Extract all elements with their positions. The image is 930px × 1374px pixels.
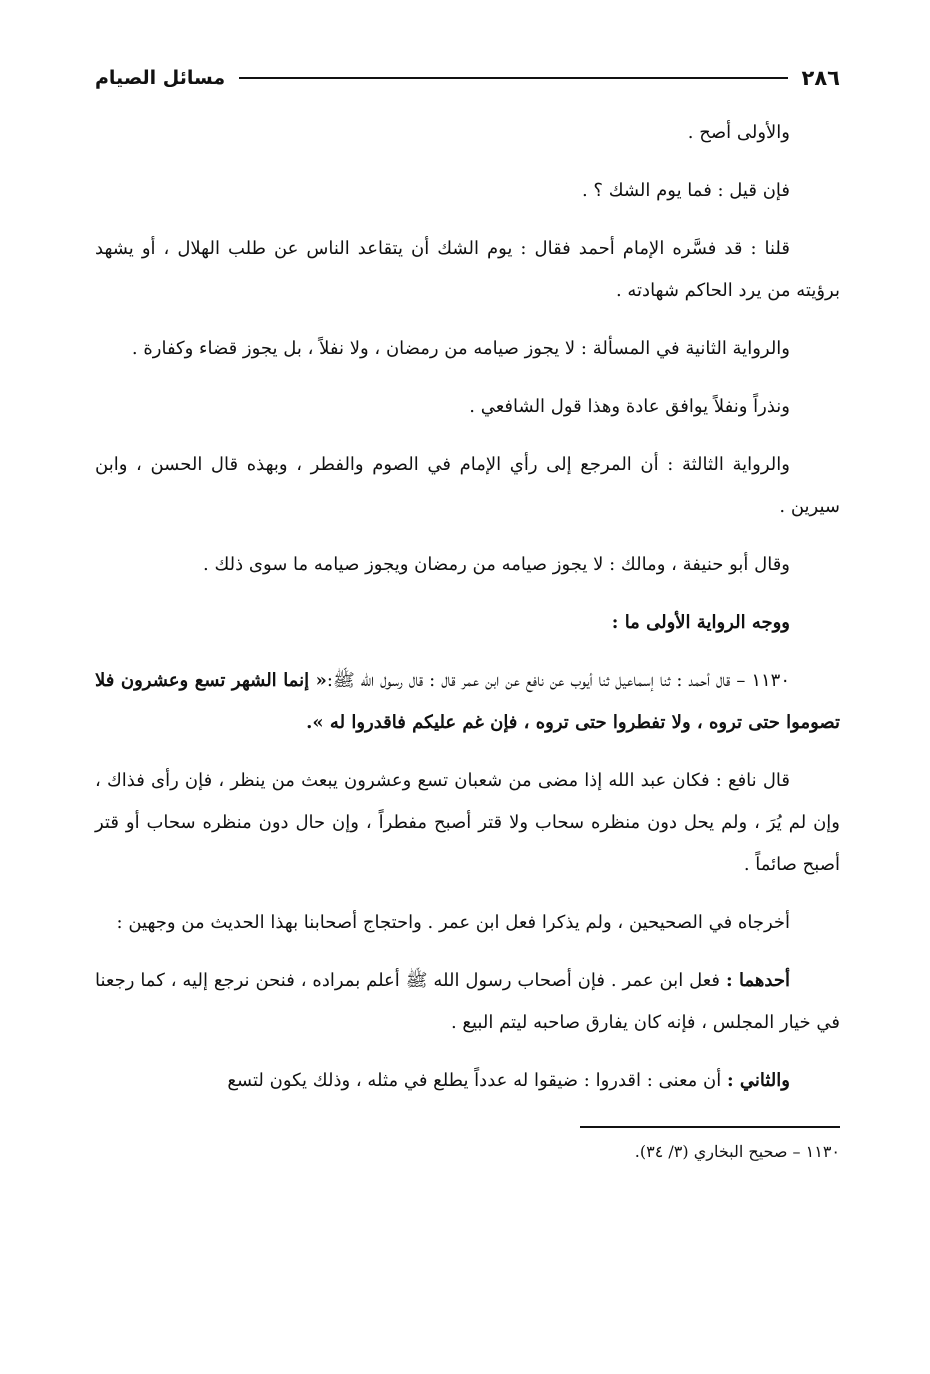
- paragraph: والرواية الثالثة : أن المرجع إلى رأي الإمام في الصوم والفطر ، وبهذه قال الحسن ، وابن سيرين .: [95, 454, 840, 517]
- book-page: [95, 60, 840, 1166]
- page-number: ٢٨٦: [801, 66, 840, 90]
- paragraph: [95, 960, 840, 1044]
- paragraph: فإن قيل : فما يوم الشك ؟ .: [581, 180, 790, 201]
- running-header: [95, 60, 840, 96]
- footnote: ١١٣٠ – صحيح البخاري (٣/ ٣٤).: [634, 1142, 840, 1161]
- paragraph: ونذراً ونفلاً يوافق عادة وهذا قول الشافعي .: [469, 396, 790, 417]
- paragraph: قال نافع : فكان عبد الله إذا مضى من شعبان تسع وعشرون يبعث من ينظر ، فإن رأى فذاك ، وإن لم يُرَ ، ولم يحل دون منظره سحاب ولا قتر أصبح مفطراً ، وإن حال دون منظره سحاب أو قتر أصبح صائماً .: [95, 770, 840, 875]
- paragraph-lead: أحدهما :: [725, 970, 790, 991]
- paragraph: والأولى أصح .: [687, 122, 790, 143]
- body-text: [95, 112, 840, 1102]
- section-heading: ووجه الرواية الأولى ما :: [611, 612, 790, 633]
- hadith-text: « إنما الشهر تسع وعشرون فلا تصوموا حتى تروه ، ولا تفطروا حتى تروه ، فإن غم عليكم فاقدروا له ».: [95, 670, 840, 733]
- paragraph: والرواية الثانية في المسألة : لا يجوز صيامه من رمضان ، ولا نفلاً ، بل يجوز قضاء وكفارة .: [131, 338, 790, 359]
- paragraph-lead: والثاني :: [726, 1070, 790, 1091]
- hadith-paragraph: [95, 660, 840, 744]
- header-rule: [239, 77, 787, 79]
- chapter-title: مسائل الصيام: [95, 67, 226, 89]
- paragraph-body: فعل ابن عمر . فإن أصحاب رسول الله ﷺ أعلم بمراده ، فنحن نرجع إليه ، كما رجعنا في خيار المجلس ، فإنه كان يفارق صاحبه ليتم البيع .: [95, 970, 840, 1033]
- paragraph: قلنا : قد فسَّره الإمام أحمد فقال : يوم الشك أن يتقاعد الناس عن طلب الهلال ، أو يشهد برؤيته من يرد الحاكم شهادته .: [95, 238, 840, 301]
- paragraph: وقال أبو حنيفة ، ومالك : لا يجوز صيامه من رمضان ويجوز صيامه ما سوى ذلك .: [203, 554, 790, 575]
- paragraph-body: أن معنى : اقدروا : ضيقوا له عدداً يطلع في مثله ، وذلك يكون لتسع: [227, 1070, 727, 1091]
- footnote-rule: [580, 1126, 840, 1128]
- paragraph: أخرجاه في الصحيحين ، ولم يذكرا فعل ابن عمر . واحتجاج أصحابنا بهذا الحديث من وجهين :: [116, 912, 790, 933]
- paragraph: [95, 1060, 840, 1102]
- hadith-isnad: ١١٣٠ – قال أحمد : ثنا إسماعيل ثنا أيوب عن نافع عن ابن عمر قال : قال رسول الله ﷺ:: [326, 670, 790, 691]
